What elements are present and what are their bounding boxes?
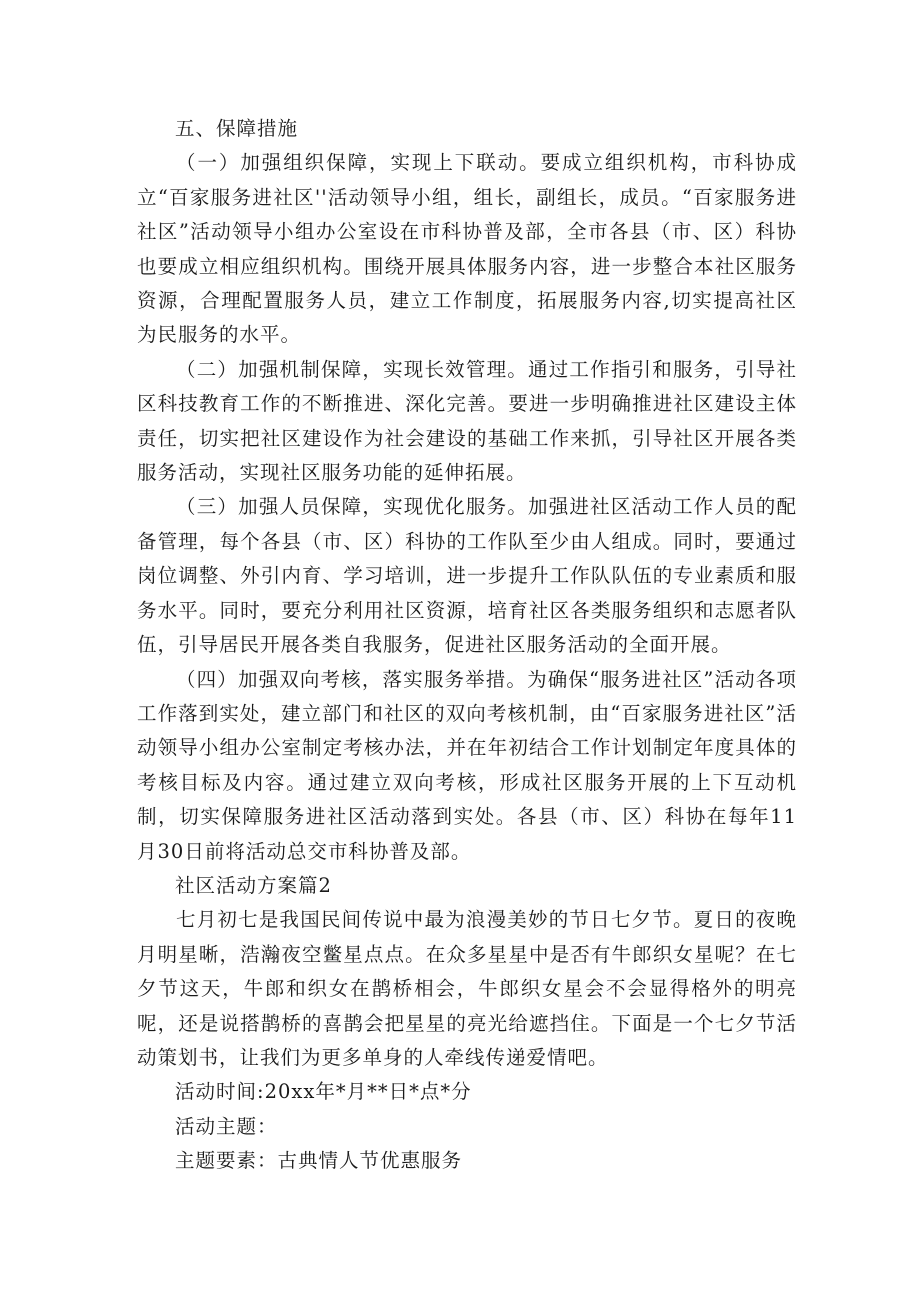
paragraph-assessment: （四）加强双向考核，落实服务举措。为确保“服务进社区”活动各项工作落到实处，建立部门和社区的双向考核机制，由“百家服务进社区”活动领导小组办公室制定考核办法，并在年初结合工作计划制定年度具体的考核目标及内容。通过建立双向考核，形成社区服务开展的上下互动机制，切实保障服务进社区活动落到实处。各县（市、区）科协在每年11月30日前将活动总交市科协普及部。 (137, 667, 797, 863)
paragraph-organization: （一）加强组织保障，实现上下联动。要成立组织机构，市科协成立“百家服务进社区''活动领导小组，组长，副组长，成员。“百家服务进社区”活动领导小组办公室设在市科协普及部，全市各县（市、区）科协也要成立相应组织机构。围绕开展具体服务内容，进一步整合本社区服务资源，合理配置服务人员，建立工作制度，拓展服务内容,切实提高社区为民服务的水平。 (137, 151, 797, 347)
paragraph-intro: 七月初七是我国民间传说中最为浪漫美妙的节日七夕节。夏日的夜晚月明星晰，浩瀚夜空鳖星点点。在众多星星中是否有牛郎织女星呢？在七夕节这天，牛郎和织女在鹊桥相会，牛郎织女星会不会显得格外的明亮呢，还是说搭鹊桥的喜鹊会把星星的亮光给遮挡住。下面是一个七夕节活动策划书，让我们为更多单身的人牵线传递爱情吧。 (137, 908, 797, 1069)
activity-theme: 活动主题： (175, 1114, 278, 1138)
plan-title: 社区活动方案篇2 (175, 873, 332, 897)
document-body (137, 112, 797, 1179)
activity-time: 活动时间:20xx年*月**日*点*分 (175, 1080, 472, 1104)
theme-elements: 主题要素：古典情人节优惠服务 (175, 1149, 463, 1173)
section-heading: 五、保障措施 (175, 117, 299, 140)
paragraph-mechanism: （二）加强机制保障，实现长效管理。通过工作指引和服务，引导社区科技教育工作的不断推进、深化完善。要进一步明确推进社区建设主体责任，切实把社区建设作为社会建设的基础工作来抓，引导社区开展各类服务活动，实现社区服务功能的延伸拓展。 (137, 357, 797, 485)
paragraph-personnel: （三）加强人员保障，实现优化服务。加强进社区活动工作人员的配备管理，每个各县（市、区）科协的工作队至少由人组成。同时，要通过岗位调整、外引内育、学习培训，进一步提升工作队队伍的专业素质和服务水平。同时，要充分利用社区资源，培育社区各类服务组织和志愿者队伍，引导居民开展各类自我服务，促进社区服务活动的全面开展。 (137, 495, 797, 657)
